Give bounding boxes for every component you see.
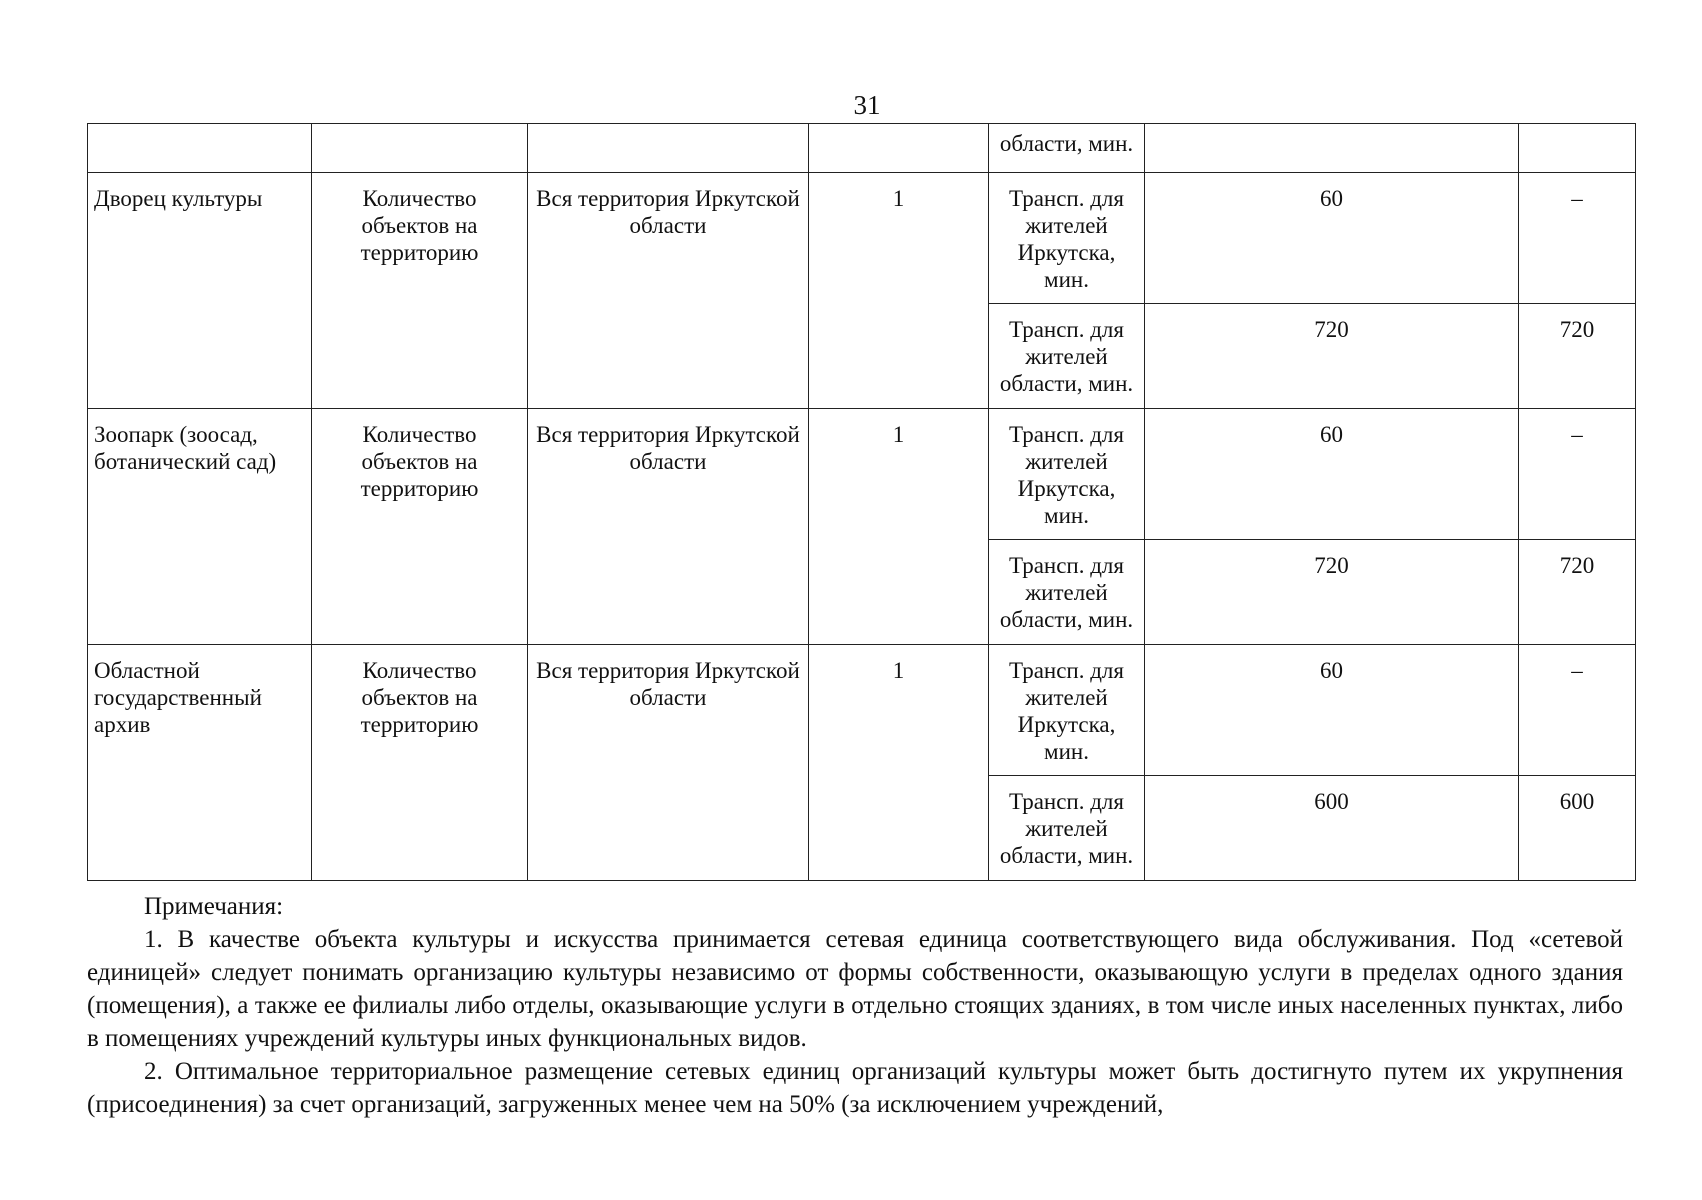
- table-cell: [88, 124, 312, 173]
- facility-name-cell: Дворец культуры: [88, 173, 312, 409]
- table-row-continued: [88, 124, 1636, 173]
- transport-label-cell: Трансп. для жителей Иркутска, мин.: [989, 173, 1145, 304]
- value-cell: 60: [1145, 173, 1519, 304]
- table-row: [88, 173, 1636, 304]
- standards-table: [87, 123, 1636, 881]
- notes-heading: Примечания:: [144, 893, 284, 920]
- count-cell: 1: [809, 173, 989, 409]
- territory-cell: Вся территория Иркутской области: [528, 173, 809, 409]
- transport-label-cell: Трансп. для жителей области, мин.: [989, 776, 1145, 881]
- table-cell: [809, 124, 989, 173]
- transport-label-cell: Трансп. для жителей области, мин.: [989, 540, 1145, 645]
- extra-value-cell: 720: [1519, 540, 1636, 645]
- table-cell: [312, 124, 528, 173]
- value-cell: 720: [1145, 304, 1519, 409]
- table-cell: [1519, 124, 1636, 173]
- value-cell: 60: [1145, 409, 1519, 540]
- transport-label-cell: Трансп. для жителей области, мин.: [989, 304, 1145, 409]
- table-row: [88, 409, 1636, 540]
- transport-label-cell: Трансп. для жителей Иркутска, мин.: [989, 409, 1145, 540]
- extra-value-cell: –: [1519, 173, 1636, 304]
- extra-value-cell: –: [1519, 409, 1636, 540]
- transport-label-cell: Трансп. для жителей Иркутска, мин.: [989, 645, 1145, 776]
- count-cell: 1: [809, 645, 989, 881]
- page-number: 31: [853, 90, 881, 120]
- transport-label-cell: области, мин.: [989, 124, 1145, 173]
- notes-section: [87, 890, 1623, 1121]
- value-cell: 720: [1145, 540, 1519, 645]
- count-cell: 1: [809, 409, 989, 645]
- extra-value-cell: 720: [1519, 304, 1636, 409]
- value-cell: 600: [1145, 776, 1519, 881]
- note-paragraph: 2. Оптимальное территориальное размещение сетевых единиц организаций культуры может быть достигнуто путем их укрупнения (присоединения) за счет организаций, загруженных менее чем на 50% (за исключением учреждений,: [87, 1058, 1623, 1118]
- table-row: [88, 645, 1636, 776]
- territory-cell: Вся территория Иркутской области: [528, 645, 809, 881]
- table-cell: [1145, 124, 1519, 173]
- note-paragraph: 1. В качестве объекта культуры и искусства принимается сетевая единица соответствующего вида обслуживания. Под «сетевой единицей» следует понимать организацию культуры независимо от формы собственности, оказывающую услуги в пределах одного здания (помещения), а также ее филиалы либо отделы, оказывающие услуги в отдельно стоящих зданиях, в том числе иных населенных пунктах, либо в помещениях учреждений культуры иных функциональных видов.: [87, 926, 1623, 1052]
- extra-value-cell: 600: [1519, 776, 1636, 881]
- table-cell: [528, 124, 809, 173]
- indicator-cell: Количество объектов на территорию: [312, 173, 528, 409]
- value-cell: 60: [1145, 645, 1519, 776]
- indicator-cell: Количество объектов на территорию: [312, 645, 528, 881]
- extra-value-cell: –: [1519, 645, 1636, 776]
- facility-name-cell: Областной государственный архив: [88, 645, 312, 881]
- indicator-cell: Количество объектов на территорию: [312, 409, 528, 645]
- territory-cell: Вся территория Иркутской области: [528, 409, 809, 645]
- facility-name-cell: Зоопарк (зоосад, ботанический сад): [88, 409, 312, 645]
